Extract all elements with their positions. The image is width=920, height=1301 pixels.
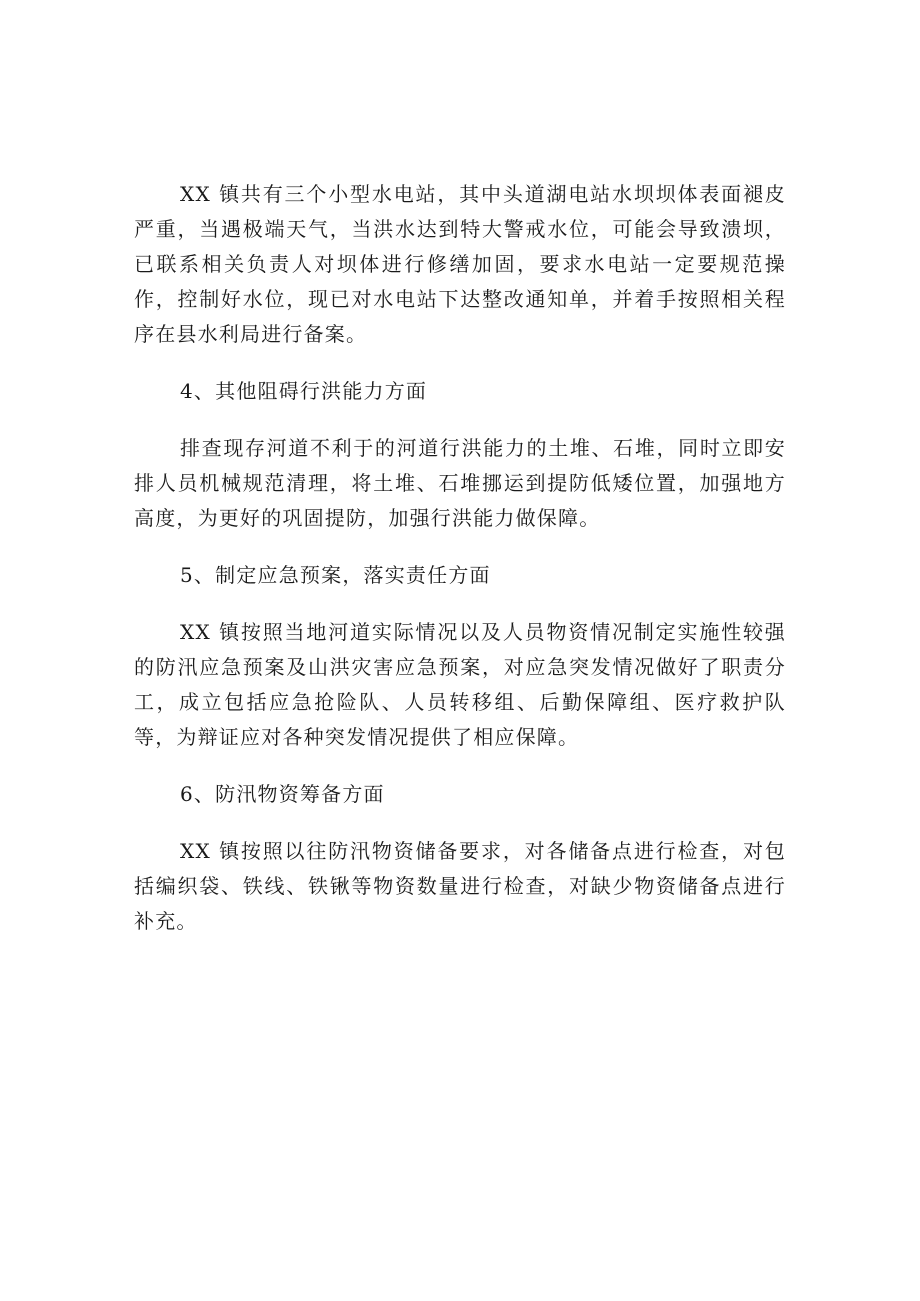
paragraph-river-clearing: 排查现存河道不利于的河道行洪能力的土堆、石堆，同时立即安排人员机械规范清理，将土堆、石堆挪运到提防低矮位置，加强地方高度，为更好的巩固提防，加强行洪能力做保障。: [134, 436, 786, 530]
paragraph-flood-supplies: XX 镇按照以往防汛物资储备要求，对各储备点进行检查，对包括编织袋、铁线、铁锹等物资数量进行检查，对缺少物资储备点进行补充。: [134, 839, 786, 933]
paragraph-emergency-plan: XX 镇按照当地河道实际情况以及人员物资情况制定实施性较强的防汛应急预案及山洪灾害应急预案，对应急突发情况做好了职责分工，成立包括应急抢险队、人员转移组、后勤保障组、医疗救护队等，为辩证应对各种突发情况提供了相应保障。: [134, 620, 786, 749]
heading-flood-obstruction: 4、其他阻碍行洪能力方面: [180, 379, 428, 403]
heading-emergency-plan: 5、制定应急预案，落实责任方面: [180, 563, 491, 587]
heading-flood-supplies: 6、防汛物资筹备方面: [180, 782, 385, 806]
paragraph-hydropower-stations: XX 镇共有三个小型水电站，其中头道湖电站水坝坝体表面褪皮严重，当遇极端天气，当洪水达到特大警戒水位，可能会导致溃坝，已联系相关负责人对坝体进行修缮加固，要求水电站一定要规范操作，控制好水位，现已对水电站下达整改通知单，并着手按照相关程序在县水利局进行备案。: [134, 182, 786, 346]
document-body: [134, 150, 786, 961]
